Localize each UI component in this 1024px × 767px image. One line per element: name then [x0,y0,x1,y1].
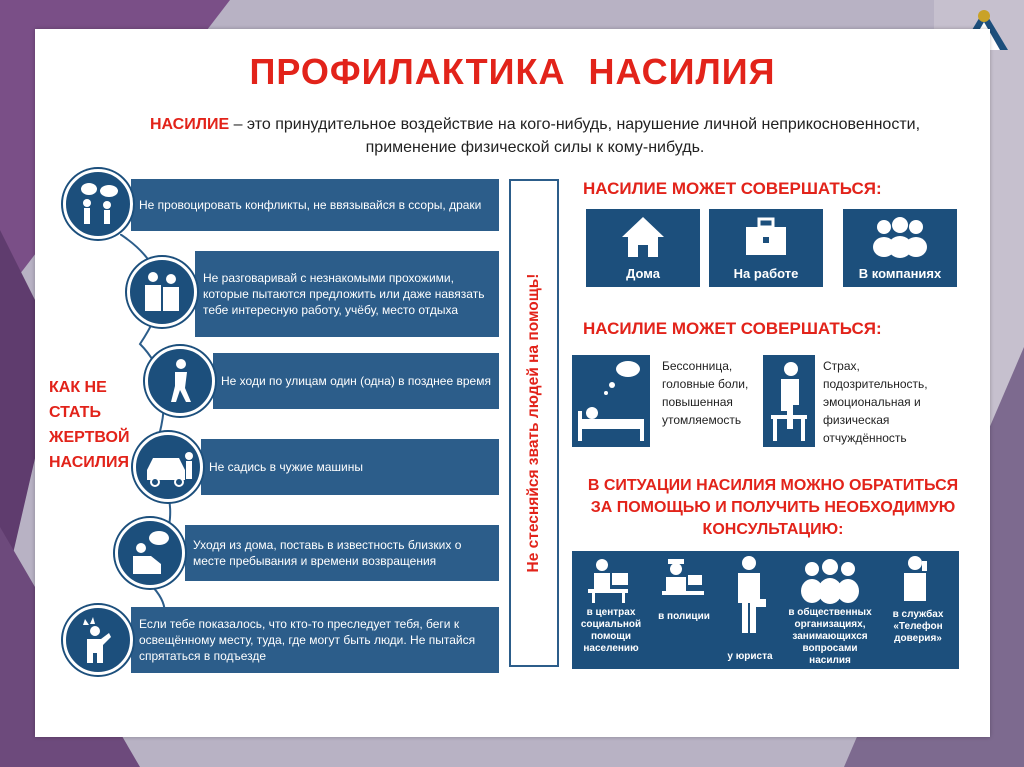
help-item-text: в центрах социальной помощи населению [580,607,642,654]
page-title: ПРОФИЛАКТИКА НАСИЛИЯ [249,51,776,92]
tip-item [201,439,499,495]
quarrel-icon [63,169,133,239]
tip-text: Не садись в чужие машины [209,460,363,474]
vertical-slogan: Не стесняйся звать людей на помощь! [525,273,542,573]
places-heading: НАСИЛИЕ МОЖЕТ СОВЕРШАТЬСЯ: [583,179,882,198]
lawyer-icon [732,555,766,635]
definition-text: – это принудительное воздействие на кого-нибудь, нарушение личной неприкосновенности, применение физической силы к кому-нибудь. [229,116,921,156]
definition [145,113,925,159]
sitting-person-icon [763,355,815,447]
tip-item [213,353,499,409]
hotline-icon [898,555,932,603]
slide [35,29,990,737]
social-worker-icon [582,557,632,603]
slogan-box [509,179,559,667]
car-icon [133,432,203,502]
tip-item [185,525,499,581]
tip-item [131,179,499,231]
house-icon [620,215,666,259]
place-home [586,209,700,287]
definition-term: НАСИЛИЕ [149,116,230,133]
consequence-text: Бессонница, головные боли, повышенная утомляемость [662,359,749,427]
place-work [709,209,823,287]
briefcase-icon [743,215,789,259]
consequences-heading: НАСИЛИЕ МОЖЕТ СОВЕРШАТЬСЯ: [583,319,882,338]
help-item-text: в общественных организациях, занимающихся вопросами насилия [788,607,872,666]
tip-text: Если тебе показалось, что кто-то преследует тебя, беги к освещённому месту, туда, где могут быть люди. Не пытайся спрятаться в подъезде [139,617,476,663]
walking-person-icon [145,346,215,416]
organization-icon [798,557,862,605]
help-strip [572,551,959,669]
place-label: В компаниях [858,266,942,281]
side-title: КАК НЕ СТАТЬ ЖЕРТВОЙ НАСИЛИЯ [49,379,130,471]
tip-text: Уходя из дома, поставь в известность близких о месте пребывания и времени возвращения [193,538,462,568]
help-item-text: у юриста [727,651,773,662]
tip-text: Не разговаривай с незнакомыми прохожими, которые пытаются предложить или даже навязать тебе интересную работу, учёбу, место отдыха [203,271,485,317]
help-heading: В СИТУАЦИИ НАСИЛИЯ МОЖНО ОБРАТИТЬСЯ ЗА ПОМОЩЬЮ И ПОЛУЧИТЬ НЕОБХОДИМУЮ КОНСУЛЬТАЦИЮ: [587,477,959,538]
consequence-text: Страх, подозрительность, эмоциональная и физическая отчуждённость [823,359,928,445]
tip-item [195,251,499,337]
phone-call-icon [115,518,185,588]
place-label: На работе [733,266,799,281]
tip-text: Не провоцировать конфликты, не ввязывайся в ссоры, драки [139,198,482,212]
tip-item [131,607,499,673]
sleepless-icon [572,355,650,447]
help-item-text: в службах «Телефон доверия» [892,609,944,644]
alarm-person-icon [63,605,133,675]
strangers-icon [127,257,197,327]
tip-text: Не ходи по улицам один (одна) в позднее время [221,374,491,388]
place-label: Дома [626,266,660,281]
police-icon [658,557,706,603]
place-company [843,209,957,287]
group-icon [870,215,930,259]
help-item-text: в полиции [658,611,710,622]
